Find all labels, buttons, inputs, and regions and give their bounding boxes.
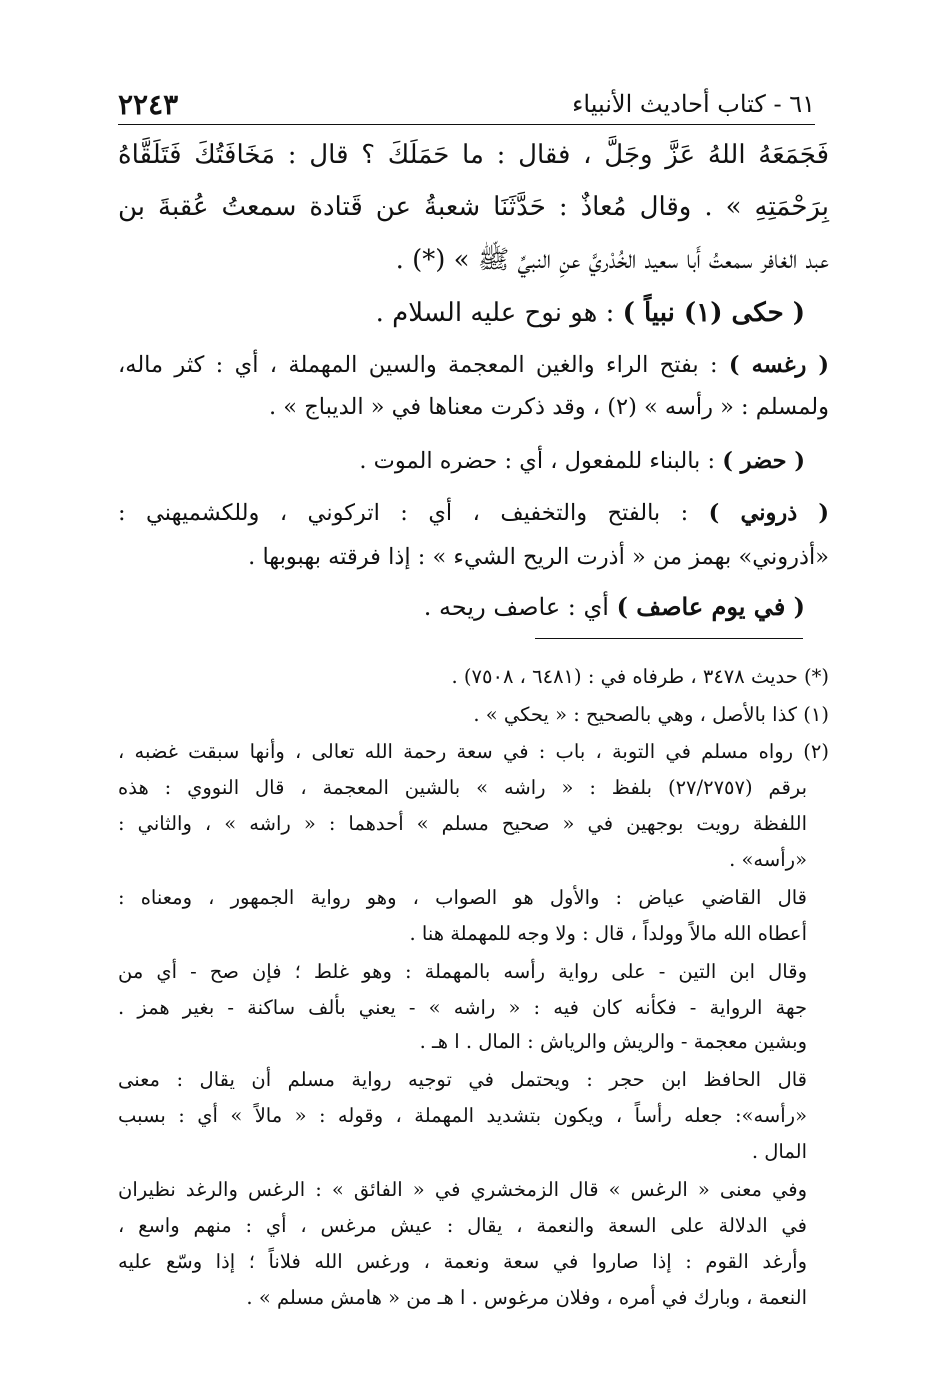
commentary-term: ( حكى (١) نبياً ) — [622, 298, 805, 328]
footnote-2-line: وأرغد القوم : إذا صاروا في سعة ونعمة ، ورغس الله فلاناً ؛ إذا وسّع عليه — [118, 1250, 807, 1273]
commentary-text: أي : عاصف ريحه . — [423, 593, 617, 621]
commentary-term: ( ذروني ) — [708, 500, 829, 526]
footnote-2-line: قال القاضي عياض : والأول هو الصواب ، وهو رواية الجمهور ، ومعناه : — [118, 886, 807, 909]
footnote-2-line: وبشين معجمة - والريش والرياش : المال . ا هـ . — [419, 1030, 807, 1053]
commentary-term: ( في يوم عاصف ) — [616, 592, 805, 621]
hadith-line-1: فَجَمَعَهُ اللهُ عَزَّ وجَلَّ ، فقال : ما حَمَلَكَ ؟ قال : مَخَافَتُكَ فَتَلَقَّاهُ — [118, 140, 830, 170]
page-number: ٢٢٤٣ — [118, 88, 179, 121]
header-divider — [118, 124, 815, 125]
footnote-2-line: اللفظة رويت بوجهين في « صحيح مسلم » أحدهما : « راشه » ، والثاني : — [118, 812, 807, 835]
footnote-2-line: قال الحافظ ابن حجر : ويحتمل في توجيه رواية مسلم أن يقال : معنى — [118, 1068, 807, 1091]
commentary-term: ( حضر ) — [722, 448, 805, 474]
commentary-text: : بفتح الراء والغين المعجمة والسين المهملة ، أي : كثر ماله، — [118, 352, 729, 378]
footnote-2-line: «رأسه» . — [729, 848, 807, 871]
commentary-term: ( رغسه ) — [728, 352, 829, 378]
commentary-text: ولمسلم : « رأسه » (٢) ، وقد ذكرت معناها في « الديباج » . — [269, 394, 829, 420]
commentary-text: : بالبناء للمفعول ، أي : حضره الموت . — [359, 448, 723, 474]
chapter-title: ٦١ - كتاب أحاديث الأنبياء — [572, 90, 815, 118]
footnote-2-line: برقم (٢٧/٢٧٥٧) بلفظ : « راشه » بالشين المعجمة ، قال النووي : هذه — [118, 776, 807, 799]
commentary-line-dharuni — [118, 500, 829, 526]
hadith-line-2: بِرَحْمَتِهِ » . وقال مُعاذٌ : حَدَّثَنَا شعبةُ عن قَتادة سمعتُ عُقبةَ بن — [118, 192, 829, 222]
footnote-2-line: وفي معنى « الرغس » قال الزمخشري في « الفائق » : الرغس والرغد نظيران — [118, 1178, 807, 1201]
footnote-star: (*) حديث ٣٤٧٨ ، طرفاه في : (٦٤٨١ ، ٧٥٠٨) . — [451, 665, 829, 688]
commentary-text: : بالفتح والتخفيف ، أي : اتركوني ، وللكشميهني : — [118, 500, 709, 526]
commentary-line-hakaa — [118, 298, 805, 328]
commentary-line-asif — [118, 592, 805, 621]
commentary-line-muslim — [118, 394, 829, 420]
commentary-line-hudira — [118, 448, 805, 474]
commentary-text: «أذروني» بهمز من « أذرت الريح الشيء » : إذا فرقته بهبوبها . — [248, 544, 829, 570]
commentary-line-adhruni — [118, 544, 829, 570]
footnote-2-line: في الدلالة على السعة والنعمة ، يقال : عيش مرغس ، أي : منهم واسع ، — [118, 1214, 807, 1237]
hadith-line-3: عبد الغافر سمعتُ أَبا سعيد الخُدْريَّ عنِ النبيِّ ﷺ » (*) . — [395, 245, 829, 275]
footnote-1: (١) كذا بالأصل ، وهي بالصحيح : « يحكي » . — [473, 703, 829, 726]
footnote-2-line: وقال ابن التين - على رواية رأسه بالمهملة : وهو غلط ؛ فإن صح - أي من — [118, 960, 807, 983]
running-header — [118, 88, 815, 122]
commentary-line-raghsah — [118, 352, 829, 378]
footnote-2-line: جهة الرواية - فكأنه كان فيه : « راشه » - يعني بألف ساكنة - بغير همز . — [118, 996, 807, 1019]
commentary-text: : هو نوح عليه السلام . — [375, 298, 623, 328]
footnote-2-line: أعطاه الله مالاً وولداً ، قال : ولا وجه للمهملة هنا . — [409, 922, 807, 945]
footnote-2-line: «رأسه»: جعله رأساً ، ويكون بتشديد المهملة ، وقوله : « مالاً » أي : بسبب — [118, 1104, 807, 1127]
footnote-2-line: المال . — [751, 1140, 807, 1163]
footnote-divider — [535, 638, 803, 639]
footnote-2: (٢) رواه مسلم في التوبة ، باب : في سعة رحمة الله تعالى ، وأنها سبقت غضبه ، — [118, 740, 829, 763]
footnote-2-line: النعمة ، وبارك في أمره ، وفلان مرغوس . ا هـ من « هامش مسلم » . — [246, 1286, 807, 1309]
